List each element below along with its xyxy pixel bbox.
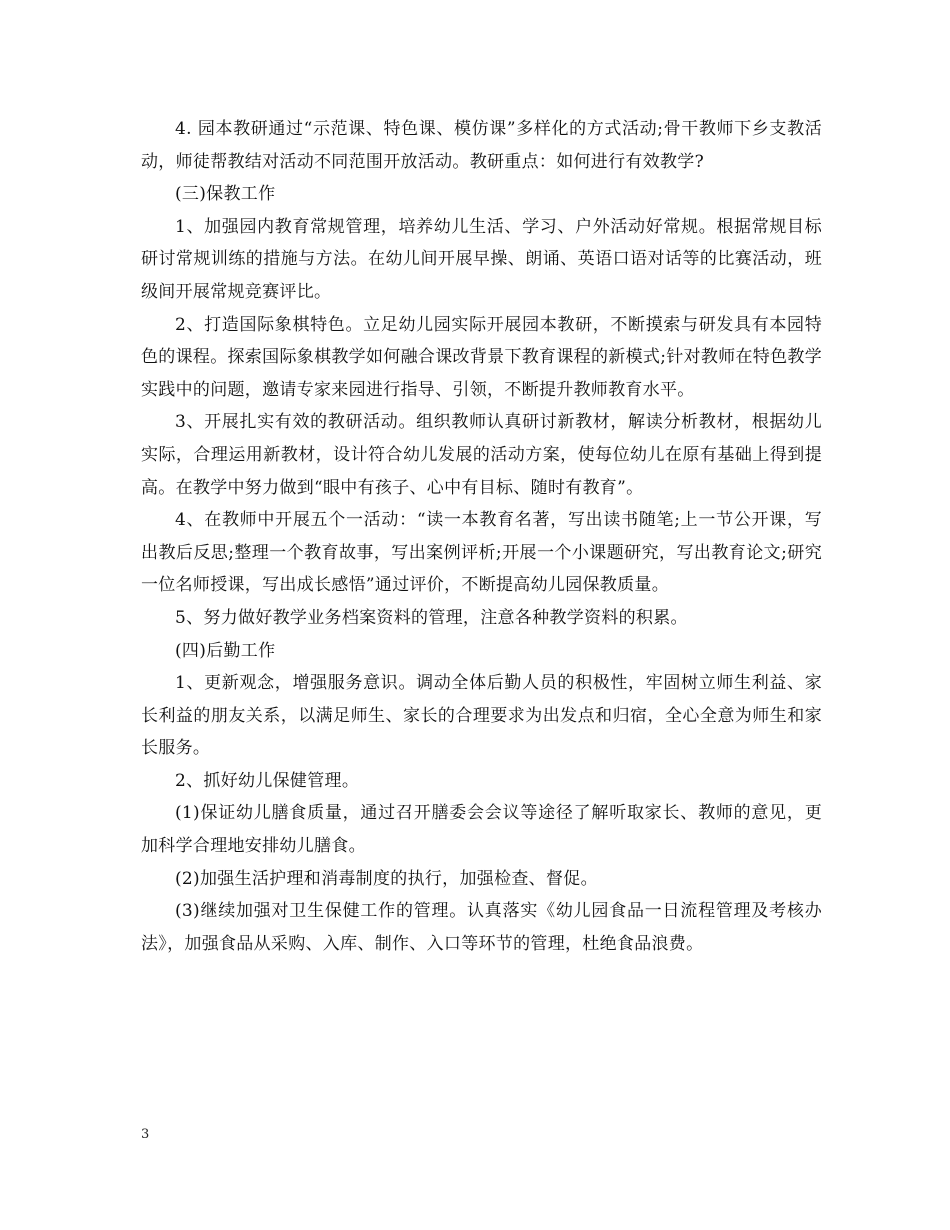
section-heading-care-education: (三)保教工作	[175, 184, 276, 205]
paragraph-logistics-1: 1、更新观念，增强服务意识。调动全体后勤人员的积极性，牢固树立师生利益、家长利益的朋友关系，以满足师生、家长的合理要求为出发点和归宿，全心全意为师生和家长服务。	[141, 673, 822, 759]
paragraph-logistics-2-item-3: (3)继续加强对卫生保健工作的管理。认真落实《幼儿园食品一日流程管理及考核办法》，加强食品从采购、入库、制作、入口等环节的管理，杜绝食品浪费。	[141, 901, 822, 954]
section-heading-logistics: (四)后勤工作	[175, 640, 276, 661]
page-number: 3	[141, 1127, 150, 1142]
paragraph-logistics-2-item-1: (1)保证幼儿膳食质量，通过召开膳委会会议等途径了解听取家长、教师的意见，更加科学合理地安排幼儿膳食。	[141, 803, 822, 857]
paragraph-logistics-2: 2、抓好幼儿保健管理。	[175, 770, 360, 791]
paragraph-care-2: 2、打造国际象棋特色。立足幼儿园实际开展园本教研，不断摸索与研发具有本园特色的课程。探索国际象棋教学如何融合课改背景下教育课程的新模式;针对教师在特色教学实践中的问题，邀请专家来园进行指导、引领，不断提升教师教育水平。	[141, 314, 822, 400]
paragraph-care-4: 4、在教师中开展五个一活动：“读一本教育名著，写出读书随笔;上一节公开课，写出教后反思;整理一个教育故事，写出案例评析;开展一个小课题研究，写出教育论文;研究一位名师授课，写出成长感悟”通过评价，不断提高幼儿园保教质量。	[141, 510, 822, 596]
document-body	[141, 113, 822, 960]
paragraph-logistics-2-item-2: (2)加强生活护理和消毒制度的执行，加强检查、督促。	[175, 868, 598, 889]
paragraph-care-5: 5、努力做好教学业务档案资料的管理，注意各种教学资料的积累。	[175, 607, 688, 628]
paragraph-teaching-research-4: 4. 园本教研通过“示范课、特色课、模仿课”多样化的方式活动;骨干教师下乡支教活动，师徒帮教结对活动不同范围开放活动。教研重点：如何进行有效教学?	[141, 119, 822, 172]
paragraph-care-1: 1、加强园内教育常规管理，培养幼儿生活、学习、户外活动好常规。根据常规目标研讨常规训练的措施与方法。在幼儿间开展早操、朗诵、英语口语对话等的比赛活动，班级间开展常规竞赛评比。	[141, 216, 822, 302]
paragraph-care-3: 3、开展扎实有效的教研活动。组织教师认真研讨新教材，解读分析教材，根据幼儿实际，合理运用新教材，设计符合幼儿发展的活动方案，使每位幼儿在原有基础上得到提高。在教学中努力做到“眼中有孩子、心中有目标、随时有教育”。	[141, 412, 822, 498]
